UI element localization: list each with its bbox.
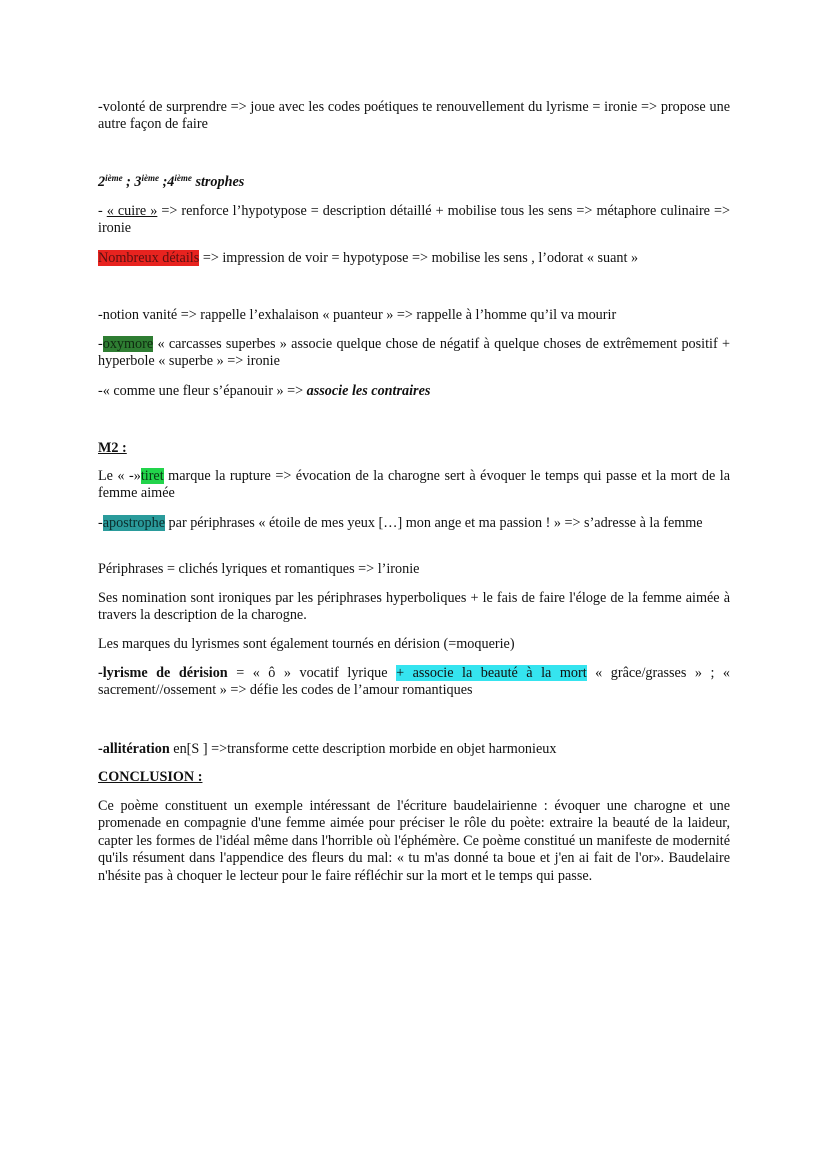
apostrophe-highlight: apostrophe [102,515,165,531]
details-paragraph: Nombreux détails => impression de voir = hypotypose => mobilise les sens , l’odorat « suant » [98,250,639,266]
tiret-paragraph: Le « -»tiret marque la rupture => évocation de la charogne sert à évoquer le temps qui passe et la mort de la femme aimée [98,468,730,502]
tiret-highlight: tiret [140,468,164,484]
conclusion-paragraph: Ce poème constituent un exemple intéressant de l'écriture baudelairienne : évoquer une charogne et une promenade en compagnie d'une femme aimée pour préciser le rôle du poète: extraire la beauté de la laideur, capter les formes de l'idéal même dans l'horrible où l'éphémère. Ce poème constitué un manifeste de modernité qu'ils résument dans l'appendice des fleurs du mal: « tu m'as donné ta boue et j'en ai fait de l'or». Baudelaire n'hésite pas à choquer le lecteur pour le faire réfléchir sur la mort et le temps qui passe. [98,798,730,884]
marques-paragraph: Les marques du lyrismes sont également tournés en dérision (=moquerie) [98,636,515,652]
details-highlight: Nombreux détails [98,250,200,266]
apostrophe-paragraph: -apostrophe par périphrases « étoile de mes yeux […] mon ange et ma passion ! » => s’adresse à la femme [98,515,703,531]
alliteration-paragraph: -allitération en[S ] =>transforme cette description morbide en objet harmonieux [98,741,557,757]
conclusion-heading: CONCLUSION : [98,769,203,785]
derision-paragraph: -lyrisme de dérision = « ô » vocatif lyrique + associe la beauté à la mort « grâce/grasses » ; « sacrement//ossement » => défie les codes de l’amour romantiques [98,665,731,699]
strophes-heading: 2ième ; 3ième ;4ième strophes [98,173,245,190]
oxymore-paragraph: -oxymore « carcasses superbes » associe quelque chose de négatif à quelque choses de extrêmement positif + hyperbole « superbe » => ironie [98,336,730,370]
nomination-paragraph: Ses nomination sont ironiques par les périphrases hyperboliques + le fais de faire l'éloge de la femme aimée à travers la description de la charogne. [98,590,730,624]
fleur-paragraph: -« comme une fleur s’épanouir » => associe les contraires [98,383,431,399]
periphrases-paragraph: Périphrases = clichés lyriques et romantiques => l’ironie [98,561,420,577]
vanite-paragraph: -notion vanité => rappelle l’exhalaison « puanteur » => rappelle à l’homme qu’il va mourir [98,307,617,323]
cuire-paragraph: - « cuire » => renforce l’hypotypose = description détaillé + mobilise tous les sens => métaphore culinaire => ironie [98,203,730,237]
intro-paragraph: -volonté de surprendre => joue avec les codes poétiques te renouvellement du lyrisme = ironie => propose une autre façon de faire [98,99,730,133]
beaute-mort-highlight: + associe la beauté à la mort [396,665,587,681]
m2-heading: M2 : [98,440,127,456]
cuire-quote: « cuire » [106,203,158,219]
oxymore-highlight: oxymore [102,336,154,352]
